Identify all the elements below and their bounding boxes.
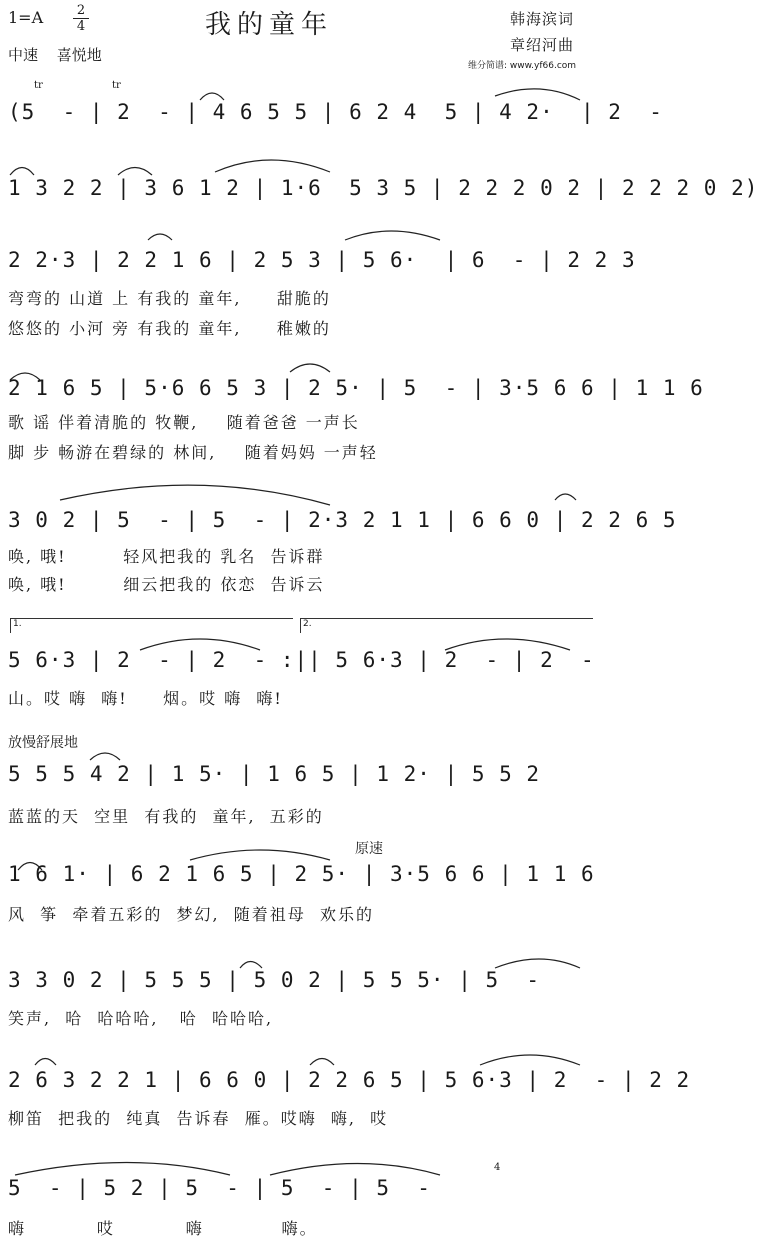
tempo-marking: 中速 喜悦地 [8, 46, 102, 64]
lyrics-line: 柳笛 把我的 纯真 告诉春 雁。哎嗨 嗨, 哎 [8, 1109, 389, 1128]
notation-line: 2 2·3 | 2 2 1 6 | 2 5 3 | 5 6· | 6 - | 2 2 3 [8, 248, 636, 272]
trill-mark: tr [112, 80, 121, 91]
lyrics-verse-2: 悠悠的 小河 旁 有我的 童年, 稚嫩的 [8, 319, 331, 338]
tempo-return-marking: 原速 [355, 841, 383, 857]
trill-mark: tr [34, 80, 43, 91]
volta-second-ending: 2. [300, 618, 593, 633]
key-signature: 1=A [8, 8, 44, 27]
lyrics-line: 笑声, 哈 哈哈哈, 哈 哈哈哈, [8, 1009, 274, 1028]
lyricist-credit: 韩海滨词 [510, 10, 575, 28]
notation-line: 2 1 6 5 | 5·6 6 5 3 | 2 5· | 5 - | 3·5 6 6 | 1 1 6 [8, 376, 704, 400]
lyrics-line: 风 筝 牵着五彩的 梦幻, 随着祖母 欢乐的 [8, 905, 374, 924]
lyrics-verse-1: 歌 谣 伴着清脆的 牧鞭, 随着爸爸 一声长 [8, 413, 360, 432]
lyrics-verse-1: 唤, 哦! 轻风把我的 乳名 告诉群 [8, 547, 325, 566]
lyrics-verse-1: 弯弯的 山道 上 有我的 童年, 甜脆的 [8, 289, 331, 308]
tempo-change-marking: 放慢舒展地 [8, 735, 78, 751]
volta-first-ending: 1. [10, 618, 293, 633]
lyrics-line: 蓝蓝的天 空里 有我的 童年, 五彩的 [8, 807, 324, 826]
notation-line: 5 6·3 | 2 - | 2 - :|| 5 6·3 | 2 - | 2 - [8, 648, 595, 672]
source-credit: 维分简谱: www.yf66.com [468, 61, 577, 71]
notation-line: (5 - | 2 - | 4 6 5 5 | 6 2 4 5 | 4 2· | 2 - [8, 100, 663, 124]
lyrics-line: 山。哎 嗨 嗨! 烟。哎 嗨 嗨! [8, 689, 283, 708]
lyrics-verse-2: 脚 步 畅游在碧绿的 林间, 随着妈妈 一声轻 [8, 443, 378, 462]
notation-line: 1 6 1· | 6 2 1 6 5 | 2 5· | 3·5 6 6 | 1 1 6 [8, 862, 595, 886]
song-title: 我的童年 [205, 10, 334, 40]
meter-bottom: 4 [76, 19, 86, 34]
notation-line: 3 3 0 2 | 5 5 5 | 5 0 2 | 5 5 5· | 5 - [8, 968, 541, 992]
lyrics-line: 嗨 哎 嗨 嗨。 [8, 1219, 318, 1238]
final-meter-mark: 4 [494, 1162, 501, 1173]
notation-line: 5 5 5 4 2 | 1 5· | 1 6 5 | 1 2· | 5 5 2 [8, 762, 541, 786]
composer-credit: 章绍河曲 [510, 36, 575, 54]
notation-line: 3 0 2 | 5 - | 5 - | 2·3 2 1 1 | 6 6 0 | 2 2 6 5 [8, 508, 677, 532]
notation-line: 2 6 3 2 2 1 | 6 6 0 | 2 2 6 5 | 5 6·3 | 2 - | 2 2 [8, 1068, 691, 1092]
notation-line: 1 3 2 2 | 3 6 1 2 | 1·6 5 3 5 | 2 2 2 0 2 | 2 2 2 0 2) [8, 176, 758, 200]
lyrics-verse-2: 唤, 哦! 细云把我的 依恋 告诉云 [8, 575, 325, 594]
meter-top: 2 [76, 3, 86, 18]
notation-line: 5 - | 5 2 | 5 - | 5 - | 5 - [8, 1176, 431, 1200]
